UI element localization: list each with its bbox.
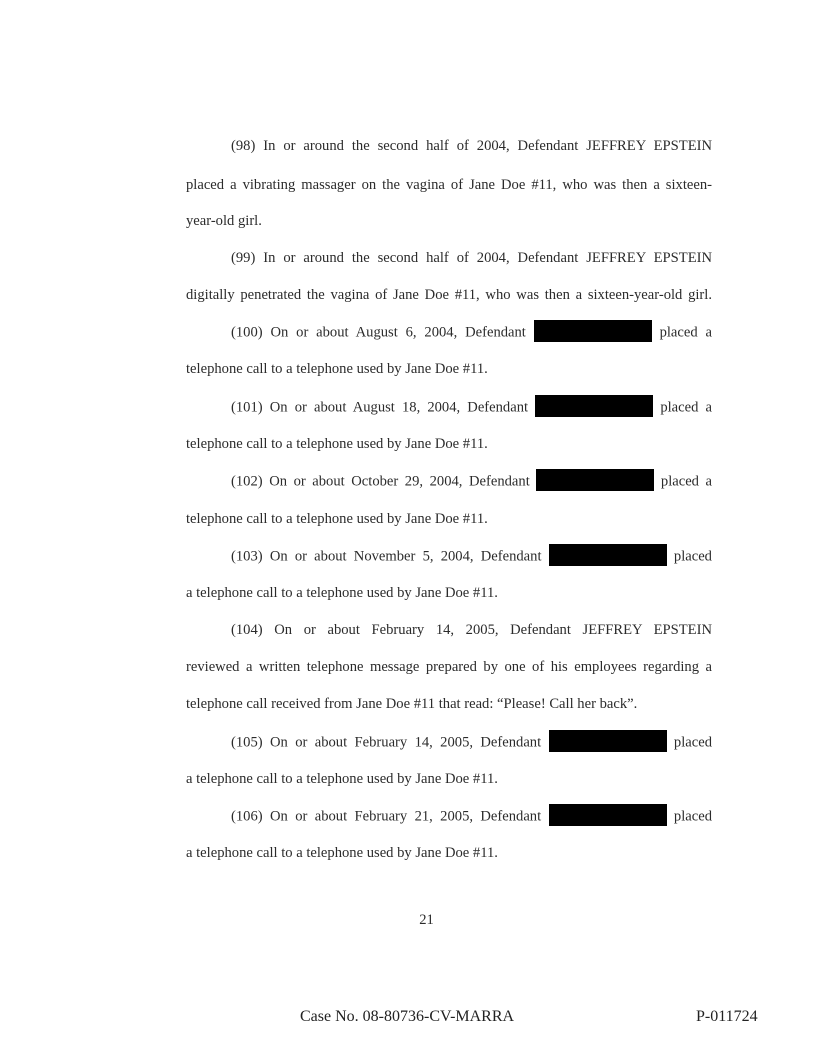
para-103-line-1: (103) On or about November 5, 2004, Defendant placed [231, 546, 712, 568]
para-99-line-2: digitally penetrated the vagina of Jane Doe #11, who was then a sixteen-year-old girl. [186, 287, 712, 303]
footer-bates-number: P-011724 [696, 1008, 758, 1025]
page-number: 21 [419, 912, 434, 928]
redaction-box [536, 469, 654, 491]
footer-case-number: Case No. 08-80736-CV-MARRA [300, 1008, 515, 1025]
para-102-line-2: telephone call to a telephone used by Jane Doe #11. [186, 511, 488, 527]
para-101-line-2: telephone call to a telephone used by Jane Doe #11. [186, 436, 488, 452]
redaction-box [549, 730, 667, 752]
para-100-line-2: telephone call to a telephone used by Jane Doe #11. [186, 361, 488, 377]
redaction-box [549, 804, 667, 826]
para-104-line-3: telephone call received from Jane Doe #11 that read: “Please! Call her back”. [186, 696, 638, 712]
redaction-box [534, 320, 652, 342]
redaction-box [535, 395, 653, 417]
para-98-line-3: year-old girl. [186, 213, 262, 229]
para-105-line-2: a telephone call to a telephone used by Jane Doe #11. [186, 771, 498, 787]
para-102-line-1: (102) On or about October 29, 2004, Defendant placed a [231, 471, 712, 493]
para-104-line-2: reviewed a written telephone message prepared by one of his employees regarding a [186, 659, 712, 675]
para-104-line-1: (104) On or about February 14, 2005, Defendant JEFFREY EPSTEIN [231, 622, 712, 638]
redaction-box [549, 544, 667, 566]
para-106-line-1: (106) On or about February 21, 2005, Defendant placed [231, 806, 712, 828]
para-99-line-1: (99) In or around the second half of 2004, Defendant JEFFREY EPSTEIN [231, 250, 713, 266]
para-105-line-1: (105) On or about February 14, 2005, Defendant placed [231, 732, 712, 754]
para-98-line-2: placed a vibrating massager on the vagina of Jane Doe #11, who was then a sixteen- [186, 177, 712, 193]
para-100-line-1: (100) On or about August 6, 2004, Defendant placed a [231, 322, 712, 344]
para-101-line-1: (101) On or about August 18, 2004, Defendant placed a [231, 397, 712, 419]
para-103-line-2: a telephone call to a telephone used by Jane Doe #11. [186, 585, 498, 601]
para-106-line-2: a telephone call to a telephone used by Jane Doe #11. [186, 845, 498, 861]
para-98-line-1: (98) In or around the second half of 2004, Defendant JEFFREY EPSTEIN [231, 138, 713, 154]
